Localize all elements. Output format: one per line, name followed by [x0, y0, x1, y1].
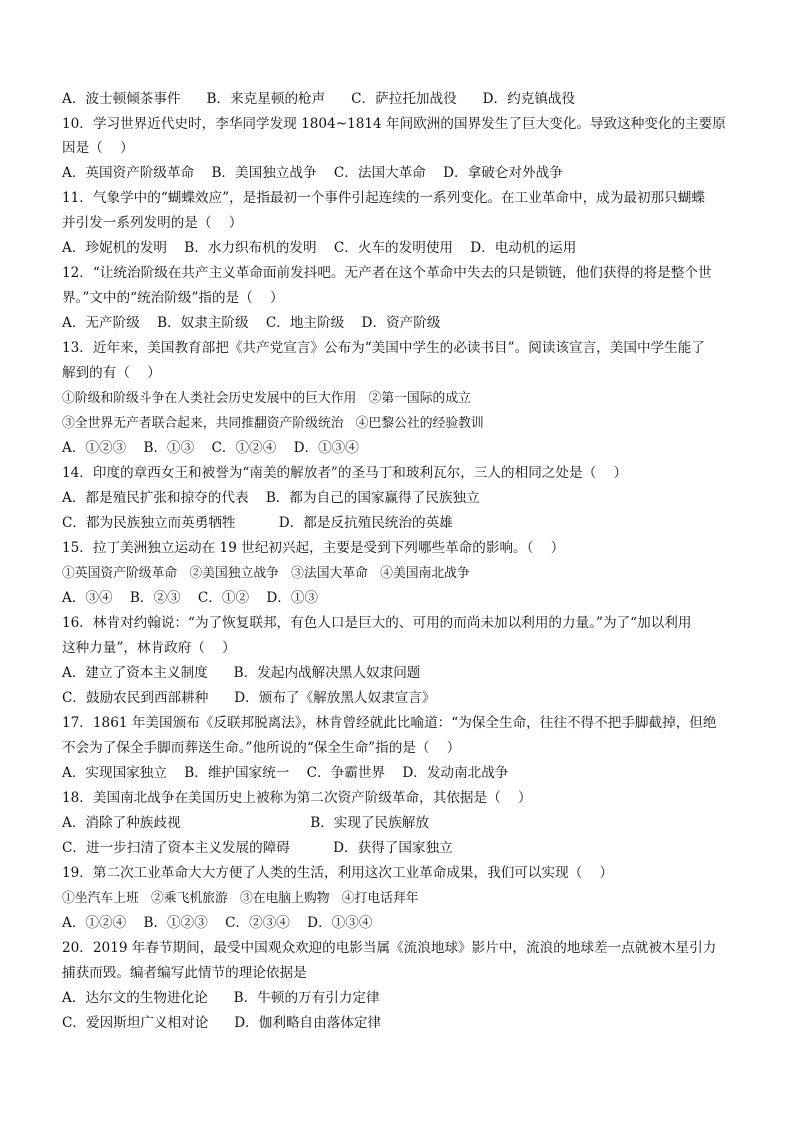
q13-statements-1: ①阶级和阶级斗争在人类社会历史发展中的巨大作用 ②第一国际的成立: [62, 391, 471, 406]
q11-stem-line-1: 11．气象学中的“蝴蝶效应”，是指最初一个事件引起连续的一系列变化。在工业革命中，成为最初那只蝴蝶: [62, 190, 705, 206]
q14-options-2: C．都为民族独立而英勇牺牲 D．都是反抗殖民统治的英雄: [62, 515, 453, 531]
q17-stem-line-1: 17．1861 年美国颁布《反联邦脱离法》，林肯曾经就此比喻道：“为保全生命，往往不得不把手脚截掉，但绝: [62, 715, 717, 731]
q20-options-1: A．达尔文的生物进化论 B．牛顿的万有引力定律: [62, 990, 380, 1006]
q19-stem: 19．第二次工业革命大大方便了人类的生活，利用这次工业革命成果，我们可以实现（ ）: [62, 865, 614, 881]
q13-statements-2: ③全世界无产者联合起来，共同推翻资产阶级统治 ④巴黎公社的经验教训: [62, 416, 484, 431]
q12-stem-line-1: 12．“让统治阶级在共产主义革命面前发抖吧。无产者在这个革命中失去的只是锁链，他们获得的将是整个世: [62, 265, 712, 281]
q12-options: A．无产阶级 B．奴隶主阶级 C．地主阶级 D．资产阶级: [62, 315, 441, 331]
q9-options: A．波士顿倾茶事件 B．来克星顿的枪声 C．萨拉托加战役 D．约克镇战役: [62, 91, 576, 107]
q12-stem-line-2: 界。”文中的“统治阶级”指的是（ ）: [62, 290, 284, 306]
q10-stem-line-2: 因是（ ）: [62, 140, 134, 156]
q10-stem-line-1: 10．学习世界近代史时，李华同学发现 1804~1814 年间欧洲的国界发生了巨大变化。导致这种变化的主要原: [62, 116, 726, 132]
q14-stem: 14．印度的章西女王和被誉为“南美的解放者”的圣马丁和玻利瓦尔，三人的相同之处是（ ）: [62, 465, 628, 481]
q16-stem-line-1: 16．林肯对约翰说：“为了恢复联邦，有色人口是巨大的、可用的而尚未加以利用的力量。”为了“加以利用: [62, 615, 692, 631]
q20-stem-line-1: 20．2019 年春节期间，最受中国观众欢迎的电影当属《流浪地球》影片中，流浪的地球差一点就被木星引力: [62, 940, 717, 956]
q16-options-2: C．鼓励农民到西部耕种 D．颁布了《解放黑人奴隶宣言》: [62, 690, 436, 706]
q18-options-2: C．进一步扫清了资本主义发展的障碍 D．获得了国家独立: [62, 840, 453, 856]
q16-stem-line-2: 这种力量”，林肯政府（ ）: [62, 640, 236, 656]
q15-stem: 15．拉丁美洲独立运动在 19 世纪初兴起，主要是受到下列哪些革命的影响。（ ）: [62, 540, 565, 556]
q13-stem-line-1: 13．近年来，美国教育部把《共产党宣言》公布为“美国中学生的必读书目”。阅读该宣言，美国中学生能了: [62, 340, 705, 356]
q13-stem-line-2: 解到的有（ ）: [62, 365, 161, 381]
q18-options-1: A．消除了种族歧视 B．实现了民族解放: [62, 815, 429, 831]
q11-stem-line-2: 并引发一系列发明的是（ ）: [62, 215, 243, 231]
q20-options-2: C．爱因斯坦广义相对论 D．伽利略自由落体定律: [62, 1015, 382, 1031]
q14-options-1: A．都是殖民扩张和掠夺的代表 B．都为自己的国家赢得了民族独立: [62, 490, 480, 506]
q19-options: A．①②④ B．①②③ C．②③④ D．①③④: [62, 915, 373, 931]
q15-statements: ①英国资产阶级革命 ②美国独立战争 ③法国大革命 ④美国南北战争: [62, 566, 470, 581]
q15-options: A．③④ B．②③ C．①② D．①③: [62, 590, 319, 606]
q11-options: A．珍妮机的发明 B．水力织布机的发明 C．火车的发明使用 D．电动机的运用: [62, 240, 577, 256]
q17-stem-line-2: 不会为了保全手脚而葬送生命。”他所说的“保全生命”指的是（ ）: [62, 740, 461, 756]
q20-stem-line-2: 捕获而毁。编者编写此情节的理论依据是: [62, 965, 307, 981]
q19-statements: ①坐汽车上班 ②乘飞机旅游 ③在电脑上购物 ④打电话拜年: [62, 891, 419, 906]
q17-options: A．实现国家独立 B．维护国家统一 C．争霸世界 D．发动南北战争: [62, 765, 509, 781]
q13-options: A．①②③ B．①③ C．①②④ D．①③④: [62, 440, 359, 456]
q18-stem: 18．美国南北战争在美国历史上被称为第二次资产阶级革命，其依据是（ ）: [62, 790, 532, 806]
q16-options-1: A．建立了资本主义制度 B．发起内战解决黑人奴隶问题: [62, 665, 421, 681]
q10-options: A．英国资产阶级革命 B．美国独立战争 C．法国大革命 D．拿破仑对外战争: [62, 165, 563, 181]
